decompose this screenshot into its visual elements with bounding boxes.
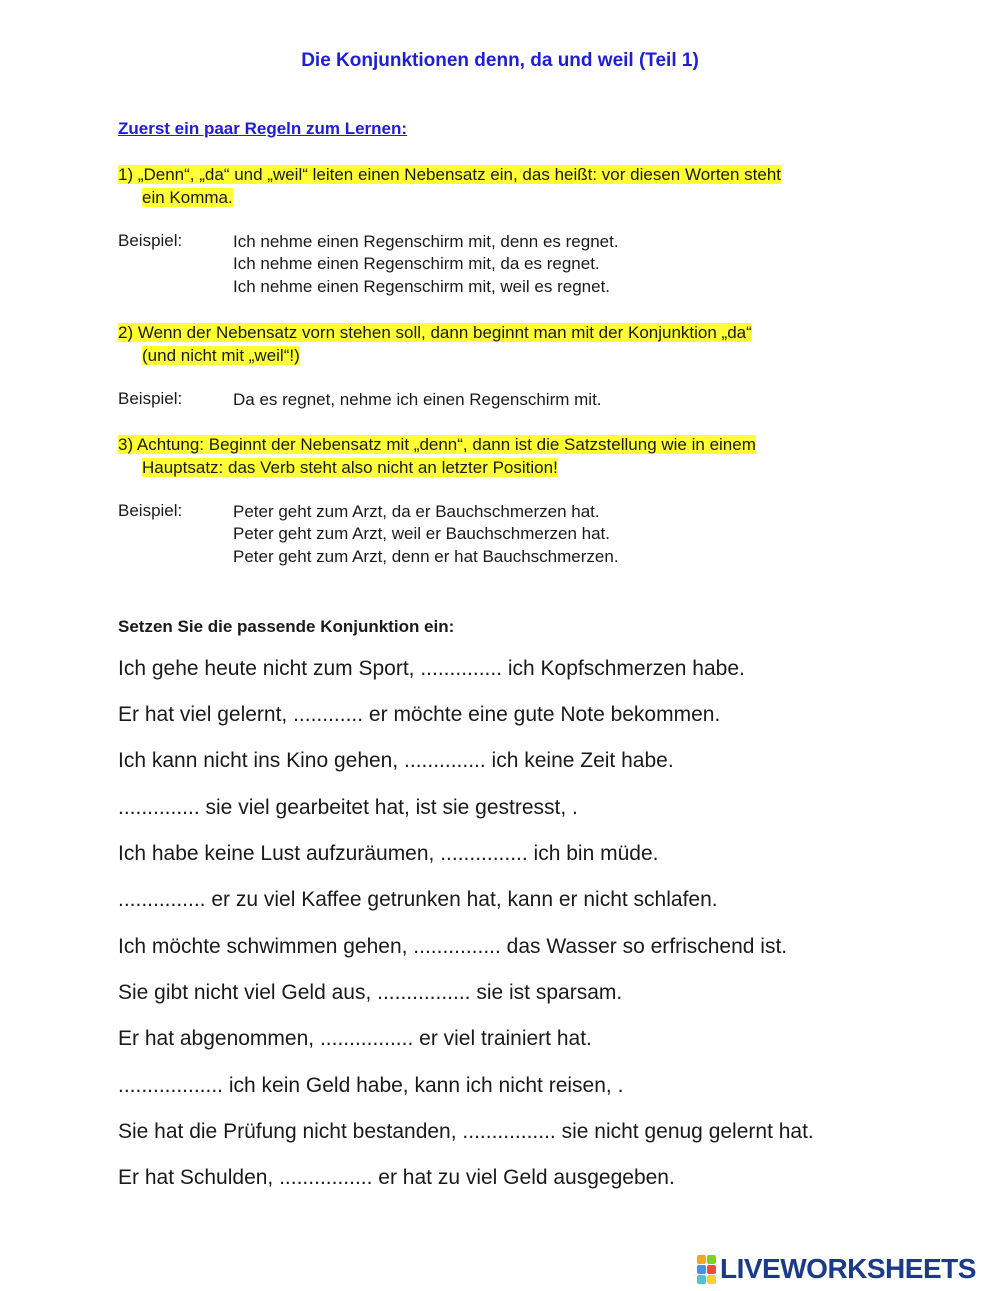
rule-2-line-1: 2) Wenn der Nebensatz vorn stehen soll, dann beginnt man mit der Konjunktion „da“ <box>118 323 752 342</box>
exercise-sentence-11: Sie hat die Prüfung nicht bestanden, ................ sie nicht genug gelernt hat. <box>118 1120 814 1143</box>
rule-2-line-2: (und nicht mit „weil“!) <box>142 346 300 365</box>
example-3-line-3: Peter geht zum Arzt, denn er hat Bauchschmerzen. <box>233 547 619 566</box>
exercise-sentence-1: Ich gehe heute nicht zum Sport, .............. ich Kopfschmerzen habe. <box>118 657 745 680</box>
rule-3-line-1: 3) Achtung: Beginnt der Nebensatz mit „denn“, dann ist die Satzstellung wie in einem <box>118 435 756 454</box>
example-3-line-1: Peter geht zum Arzt, da er Bauchschmerzen hat. <box>233 502 600 521</box>
example-1-line-3: Ich nehme einen Regenschirm mit, weil es regnet. <box>233 277 611 296</box>
exercise-sentence-9: Er hat abgenommen, ................ er viel trainiert hat. <box>118 1027 592 1050</box>
exercise-sentence-5: Ich habe keine Lust aufzuräumen, ............... ich bin müde. <box>118 842 659 865</box>
rule-1-line-1: 1) „Denn“, „da“ und „weil“ leiten einen Nebensatz ein, das heißt: vor diesen Worten steht <box>118 165 782 184</box>
exercise-sentence-3: Ich kann nicht ins Kino gehen, .............. ich keine Zeit habe. <box>118 749 674 772</box>
example-3-line-2: Peter geht zum Arzt, weil er Bauchschmerzen hat. <box>233 524 611 543</box>
page-title: Die Konjunktionen denn, da und weil (Teil 1) <box>301 50 699 71</box>
example-label-1: Beispiel: <box>118 231 183 250</box>
rule-3-line-2: Hauptsatz: das Verb steht also nicht an letzter Position! <box>142 458 558 477</box>
rule-3 <box>118 433 756 479</box>
rules-subtitle: Zuerst ein paar Regeln zum Lernen: <box>118 119 408 138</box>
rule-1 <box>118 163 781 209</box>
exercise-sentence-6: ............... er zu viel Kaffee getrunken hat, kann er nicht schlafen. <box>118 888 718 911</box>
rule-1-line-2: ein Komma. <box>142 188 233 207</box>
exercise-sentence-8: Sie gibt nicht viel Geld aus, ................ sie ist sparsam. <box>118 981 623 1004</box>
exercise-sentence-12: Er hat Schulden, ................ er hat zu viel Geld ausgegeben. <box>118 1166 675 1189</box>
logo-text: LIVEWORKSHEETS <box>720 1253 976 1284</box>
liveworksheets-logo-icon <box>697 1255 716 1284</box>
example-label-3: Beispiel: <box>118 501 183 520</box>
example-2-line-1: Da es regnet, nehme ich einen Regenschirm mit. <box>233 390 602 409</box>
exercise-instruction: Setzen Sie die passende Konjunktion ein: <box>118 617 455 636</box>
rule-2 <box>118 321 752 367</box>
example-1-line-2: Ich nehme einen Regenschirm mit, da es regnet. <box>233 254 600 273</box>
example-label-2: Beispiel: <box>118 389 183 408</box>
exercise-sentence-10: .................. ich kein Geld habe, kann ich nicht reisen, . <box>118 1074 624 1097</box>
exercise-sentence-4: .............. sie viel gearbeitet hat, ist sie gestresst, . <box>118 796 578 819</box>
liveworksheets-logo <box>697 1254 976 1284</box>
exercise-sentence-7: Ich möchte schwimmen gehen, ............... das Wasser so erfrischend ist. <box>118 935 788 958</box>
exercise-sentence-2: Er hat viel gelernt, ............ er möchte eine gute Note bekommen. <box>118 703 721 726</box>
example-1-line-1: Ich nehme einen Regenschirm mit, denn es regnet. <box>233 232 619 251</box>
